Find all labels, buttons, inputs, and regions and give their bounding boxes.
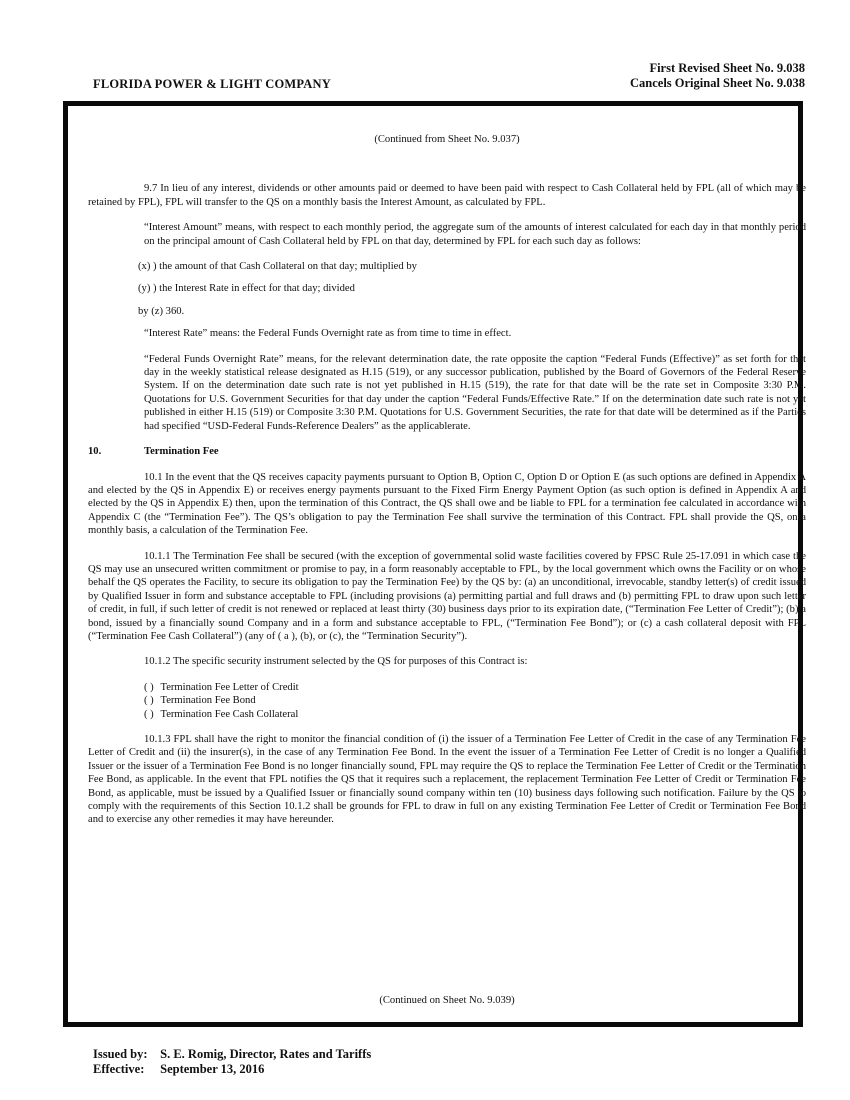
option-label: Termination Fee Letter of Credit: [160, 681, 299, 693]
company-name: FLORIDA POWER & LIGHT COMPANY: [93, 77, 331, 91]
formula-line-y: (y) ) the Interest Rate in effect for that day; divided: [138, 283, 355, 295]
option-checkbox[interactable]: ( ): [144, 708, 154, 720]
interest-rate-definition: “Interest Rate” means: the Federal Funds Overnight rate as from time to time in effect.: [144, 328, 512, 340]
option-cash-collateral: [144, 708, 806, 721]
paragraph-10-1-1: 10.1.1 The Termination Fee shall be secured (with the exception of governmental solid waste facilities covered by FPSC Rule 25-17.091 in which case the QS may use an unsecured written commitment or promise to pay, in a form reasonably acceptable to FPL, by the local government which owns the Facility or on whose behalf the QS operates the Facility, to secure its obligation to pay the Termination Fee) by the QS by: (a) an unconditional, irrevocable, standby letter(s) of credit issued by Qualified Issuer in form and substance acceptable to FPL (including provisions (a) permitting partial and full draws and (b) permitting FPL to draw upon such letter of credit, in full, if such letter of credit is not renewed or replaced at least thirty (30) business days prior to its expiration date, (“Termination Fee Letter of Credit”); (b) a bond, issued by a financially sound Company and in a form and substance acceptable to FPL, (“Termination Fee Bond”); or (c) a cash collateral deposit with FPL (“Termination Fee Cash Collateral”) (any of ( a ), (b), or (c), the “Termination Security”).: [88, 550, 806, 642]
effective-line: [93, 1062, 371, 1077]
interest-amount-definition: “Interest Amount” means, with respect to each monthly period, the aggregate sum of the amounts of interest calculated for each day in that monthly period on the principal amount of Cash Collateral held by FPL on that day, determined by FPL for each such day as follows:: [144, 222, 806, 247]
section-title: Termination Fee: [144, 446, 219, 458]
option-checkbox[interactable]: ( ): [144, 695, 154, 707]
option-label: Termination Fee Bond: [160, 695, 256, 707]
federal-funds-rate-definition: “Federal Funds Overnight Rate” means, for the relevant determination date, the rate opposite the caption “Federal Funds (Effective)” as set forth for that day in the weekly statistical release designated as H.15 (519), or any successor publication, published by the Board of Governors of the Federal Reserve System. If on the determination date such rate is not yet published in H.15 (519), the rate for that date will be the rate set in Composite 3:30 P.M. Quotations for U.S. Government Securities for that day under the caption “Federal Funds/Effective Rate.” If on the determination date such rate is not yet published in either H.15 (519) or Composite 3:30 P.M. Quotations for U.S. Government Securities, the rate for that date will be determined as if the Parties had specified “USD-Federal Funds-Reference Dealers” as the applicablerate.: [144, 353, 806, 432]
sheet-number-block: [630, 61, 805, 91]
paragraph-10-1-3: 10.1.3 FPL shall have the right to monitor the financial condition of (i) the issuer of a Termination Fee Letter of Credit in the case of any Termination Fee Letter of Credit and (ii) the insurer(s), in the case of any Termination Fee Bond. In the event the issuer of a Termination Fee Letter of Credit is no longer a Qualified Issuer or the issuer of a Termination Fee Bond is no longer financially sound, FPL may require the QS to replace the Termination Fee Letter of Credit or the Termination Fee Bond, as applicable. In the event that FPL notifies the QS that it requires such a replacement, the replacement Termination Fee Letter of Credit or Termination Fee Bond, as applicable, must be issued by a Qualified Issuer or financially sound company within ten (10) business days following such notification. Failure by the QS to comply with the requirements of this Section 10.1.2 shall be grounds for FPL to draw in full on any existing Termination Fee Letter of Credit or Termination Fee Bond and to exercise any other remedies it may have hereunder.: [88, 734, 806, 826]
section-number: 10.: [88, 446, 102, 458]
effective-label: Effective:: [93, 1062, 145, 1076]
paragraph-10-1: 10.1 In the event that the QS receives capacity payments pursuant to Option B, Option C, Option D or Option E (as such options are defined in Appendix A and elected by the QS in Appendix E) or receives energy payments pursuant to the Fixed Firm Energy Payment Option (as such option is defined in Appendix A and elected by the QS in Appendix E) then, upon the termination of this Contract, the QS shall owe and be liable to FPL for a termination fee calculated in accordance with Appendix C (the “Termination Fee”). The QS’s obligation to pay the Termination Fee shall survive the termination of this Contract. FPL shall provide the QS, on a monthly basis, a calculation of the Termination Fee.: [88, 471, 806, 537]
paragraph-9-7: 9.7 In lieu of any interest, dividends or other amounts paid or deemed to have been paid with respect to Cash Collateral held by FPL (all of which may be retained by FPL), FPL will transfer to the QS on a monthly basis the Interest Amount, as calculated by FPL.: [88, 183, 806, 208]
formula-line-z: by (z) 360.: [138, 305, 185, 317]
continued-from-note: (Continued from Sheet No. 9.037): [374, 134, 520, 145]
security-instrument-options: [88, 681, 806, 721]
sheet-revision-line: First Revised Sheet No. 9.038: [649, 61, 805, 75]
issued-by-label: Issued by:: [93, 1047, 148, 1061]
issued-by-line: [93, 1047, 371, 1062]
sheet-cancels-line: Cancels Original Sheet No. 9.038: [630, 76, 805, 90]
option-letter-of-credit: [144, 681, 806, 694]
effective-value: September 13, 2016: [160, 1062, 265, 1076]
paragraph-10-1-2: 10.1.2 The specific security instrument selected by the QS for purposes of this Contract is:: [144, 656, 528, 668]
continued-on-note: (Continued on Sheet No. 9.039): [379, 995, 515, 1006]
option-checkbox[interactable]: ( ): [144, 681, 154, 693]
option-bond: [144, 694, 806, 707]
issued-by-value: S. E. Romig, Director, Rates and Tariffs: [160, 1047, 372, 1061]
option-label: Termination Fee Cash Collateral: [160, 708, 299, 720]
footer: [93, 1047, 371, 1077]
tariff-body: [88, 133, 806, 839]
section-10-heading: [88, 445, 806, 458]
formula-line-x: (x) ) the amount of that Cash Collateral on that day; multiplied by: [138, 261, 417, 273]
